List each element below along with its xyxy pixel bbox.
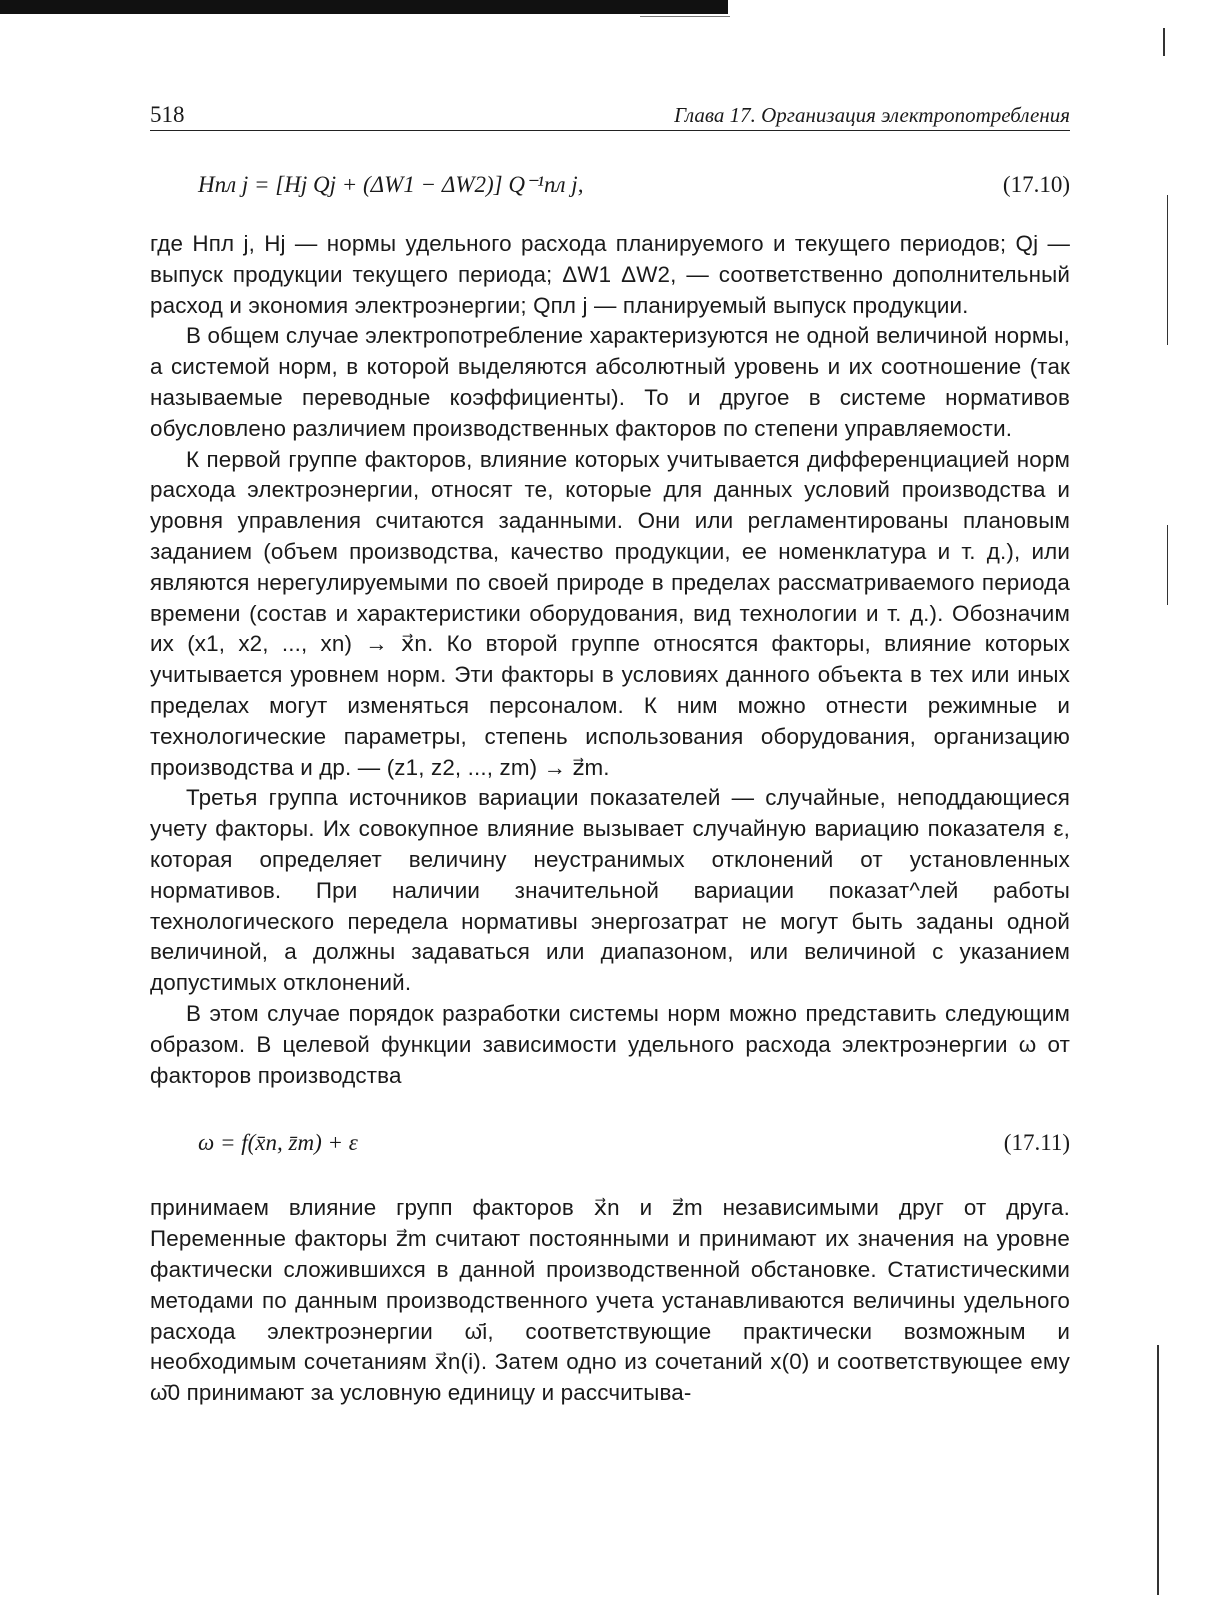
paragraph: К первой группе факторов, влияние которых учитывается дифференциацией норм расхода электроэнергии, относят те, которые для данных условий производства и уровня управления считаются заданными. Они или регламентированы плановым заданием (объем производства, качество продукции, ее номенклатура и т. д.), или являются нерегулируемыми по своей природе в пределах рассматриваемого периода времени (состав и характеристики оборудования, вид технологии и т. д.). Обозначим их (x1, x2, ..., xn) → x⃗n. Ко второй группе относятся факторы, влияние которых учитывается уровнем норм. Эти факторы в условиях данного объекта в тех или иных пределах могут изменяться персоналом. К ним можно отнести режимные и технологические параметры, степень использования оборудования, организацию производства и др. — (z1, z2, ..., zm) → z⃗m.	[150, 446, 1070, 780]
paragraph: В этом случае порядок разработки системы норм можно представить следующим образом. В целевой функции зависимости удельного расхода электроэнергии ω от факторов производства	[150, 1000, 1070, 1088]
equation-formula: ω = f(x̄n, z̄m) + ε	[198, 1130, 358, 1156]
equation-formula: Hпл j = [Hj Qj + (ΔW1 − ΔW2)] Q⁻¹пл j,	[198, 172, 584, 197]
scan-edge-mark	[1167, 195, 1168, 345]
equation-number: (17.11)	[1003, 1130, 1070, 1156]
paragraph: Третья группа источников вариации показателей — случайные, неподдающиеся учету факторы. Их совокупное влияние вызывает случайную вариацию показателя ε, которая определяет величину неустранимых отклонений от установленных нормативов. При наличии значительной вариации показат^лей работы технологического передела нормативы энергозатрат не могут быть заданы одной величиной, а должны задаваться или диапазоном, или величиной с указанием допустимых отклонений.	[150, 785, 1070, 996]
scan-top-line	[640, 16, 730, 17]
paragraph: принимаем влияние групп факторов x⃗n и z⃗m независимыми друг от друга. Переменные факторы z⃗m считают постоянными и принимают их значения на уровне фактически сложившихся в данной производственной обстановке. Статистическими методами по данным производственного учета устанавливаются величины удельного расхода электроэнергии ω̄i, соответствующие практически возможным и необходимым сочетаниям x⃗n(i). Затем одно из сочетаний x(0) и соответствующее ему ω̄0 принимают за условную единицу и рассчитыва-	[150, 1195, 1070, 1406]
paragraph: В общем случае электропотребление характеризуются не одной величиной нормы, а системой норм, в которой выделяются абсолютный уровень и их соотношение (так называемые переводные коэффициенты). То и другое в системе нормативов обусловлено различием производственных факторов по степени управляемости.	[150, 323, 1070, 441]
running-head: Глава 17. Организация электропотребления	[674, 103, 1070, 127]
page-header	[150, 100, 1070, 131]
equation-17-11	[150, 1107, 1070, 1179]
paragraph: где Hпл j, Hj — нормы удельного расхода планируемого и текущего периодов; Qj — выпуск продукции текущего периода; ΔW1 ΔW2, — соответственно дополнительный расход и экономия электроэнергии; Qпл j — планируемый выпуск продукции.	[150, 231, 1070, 318]
body-text-1	[150, 229, 1070, 1091]
equation-17-10	[150, 155, 1070, 215]
book-page	[150, 100, 1070, 1409]
page-number: 518	[150, 102, 185, 127]
scan-top-bar	[0, 0, 728, 14]
scan-edge-mark	[1157, 1345, 1159, 1595]
scan-edge-mark	[1163, 28, 1165, 56]
body-text-2	[150, 1193, 1070, 1409]
equation-number: (17.10)	[1002, 172, 1070, 197]
scan-edge-mark	[1167, 525, 1168, 605]
